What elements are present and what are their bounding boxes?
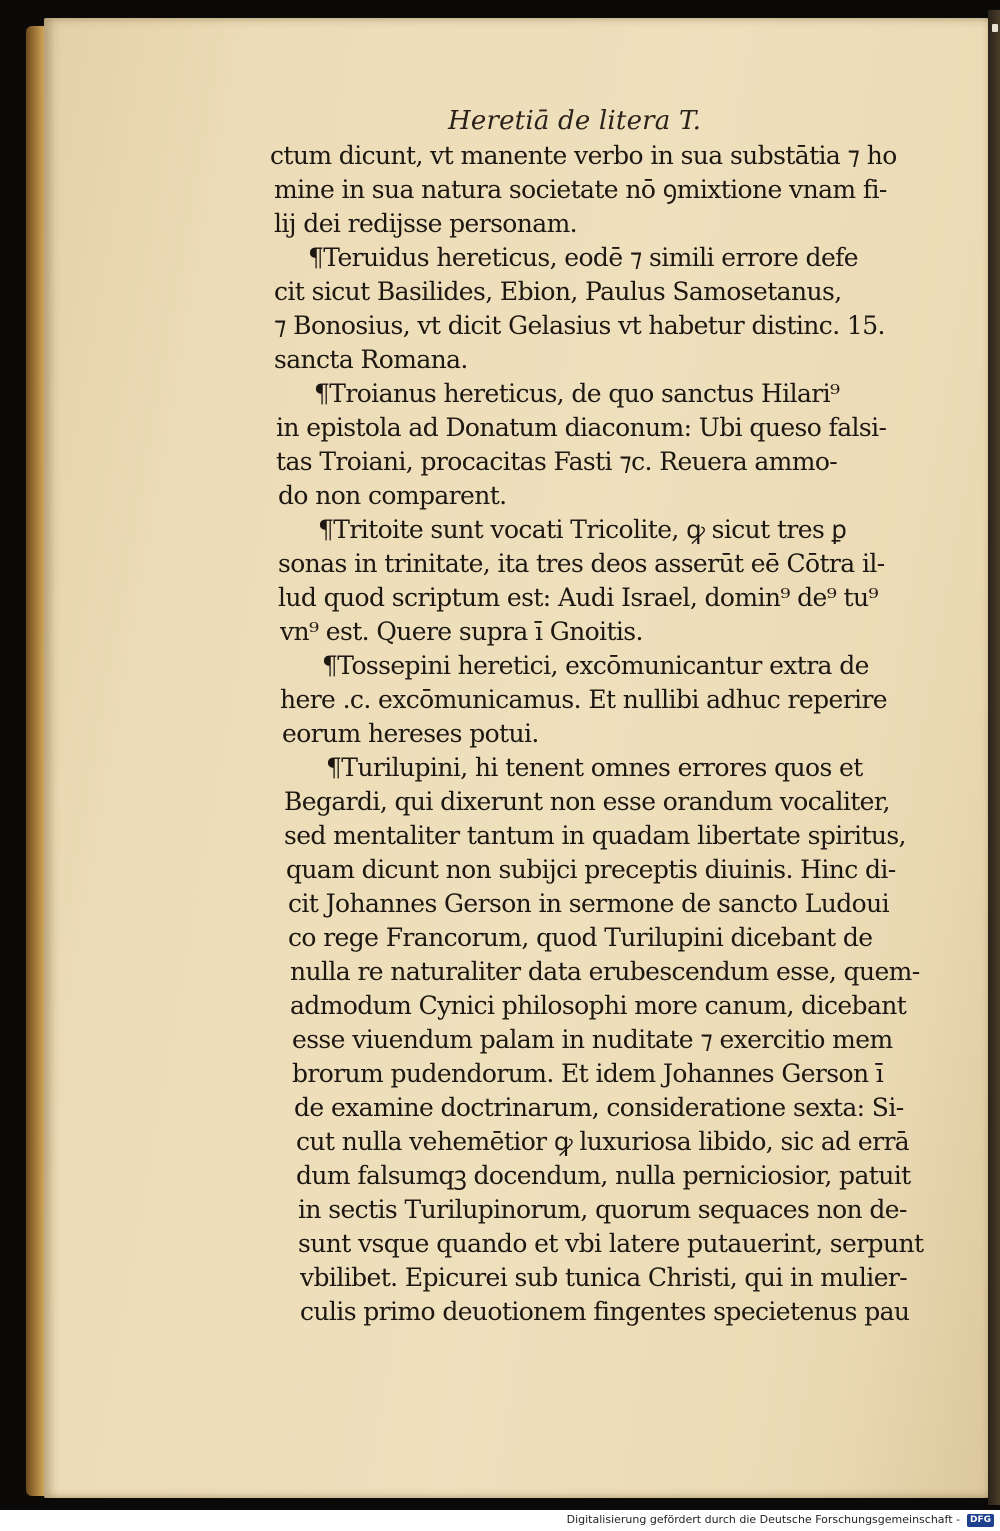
text-line: brorum pudendorum. Et idem Johannes Gerson ī [292, 1059, 884, 1088]
text-line: vbilibet. Epicurei sub tunica Christi, qui in mulier- [300, 1263, 908, 1292]
text-line: nulla re naturaliter data erubescendum esse, quem- [290, 957, 920, 986]
text-line: cit Johannes Gerson in sermone de sancto Ludoui [288, 889, 889, 918]
text-line: sed mentaliter tantum in quadam libertate spiritus, [284, 821, 906, 850]
text-line: de examine doctrinarum, consideratione sexta: Si- [294, 1093, 904, 1122]
text-line: sancta Romana. [274, 345, 468, 374]
text-line: mine in sua natura societate nō ꝯmixtione vnam fi- [274, 175, 887, 204]
text-line: ¶Troianus hereticus, de quo sanctus Hilari⁹ [314, 379, 840, 408]
text-line: Begardi, qui dixerunt non esse orandum vocaliter, [284, 787, 890, 816]
text-line: in sectis Turilupinorum, quorum sequaces non de- [298, 1195, 907, 1224]
text-line: co rege Francorum, quod Turilupini dicebant de [288, 923, 873, 952]
text-line: ¶Teruidus hereticus, eodē ⁊ simili errore defe [308, 243, 858, 272]
text-line: admodum Cynici philosophi more canum, dicebant [290, 991, 907, 1020]
running-head: Heretiā de litera T. [448, 106, 702, 136]
text-line: tas Troiani, procacitas Fasti ⁊c. Reuera ammo- [276, 447, 838, 476]
text-line: do non comparent. [278, 481, 507, 510]
text-line: dum falsumqꝫ docendum, nulla perniciosior, patuit [296, 1161, 911, 1190]
text-line: in epistola ad Donatum diaconum: Ubi queso falsi- [276, 413, 887, 442]
text-line: lud quod scriptum est: Audi Israel, domin⁹ de⁹ tu⁹ [278, 583, 878, 612]
scan-marker [992, 24, 998, 32]
text-line: sonas in trinitate, ita tres deos asserūt eē Cōtra il- [278, 549, 885, 578]
text-line: here .c. excōmunicamus. Et nullibi adhuc reperire [280, 685, 887, 714]
text-line: ¶Tritoite sunt vocati Tricolite, ꝙ sicut tres ꝑ [318, 515, 847, 544]
footer-bar [0, 1510, 1000, 1531]
text-line: lij dei redijsse personam. [274, 209, 578, 238]
dfg-logo: DFG [967, 1514, 994, 1527]
text-line: sunt vsque quando et vbi latere putauerint, serpunt [298, 1229, 924, 1258]
text-line: vn⁹ est. Quere supra ī Gnoitis. [280, 617, 643, 646]
funding-credit: Digitalisierung gefördert durch die Deutsche Forschungsgemeinschaft - [566, 1513, 960, 1526]
text-line: ctum dicunt, vt manente verbo in sua substātia ⁊ ho [270, 141, 897, 170]
scan-right-border [988, 10, 1000, 1505]
text-line: ¶Turilupini, hi tenent omnes errores quos et [326, 753, 863, 782]
text-line: cut nulla vehemētior ꝙ luxuriosa libido, sic ad errā [296, 1127, 910, 1156]
text-line: culis primo deuotionem fingentes specietenus pau [300, 1297, 910, 1326]
text-line: cit sicut Basilides, Ebion, Paulus Samosetanus, [274, 277, 842, 306]
text-line: ⁊ Bonosius, vt dicit Gelasius vt habetur distinc. 15. [274, 311, 885, 340]
text-line: eorum hereses potui. [282, 719, 539, 748]
text-line: quam dicunt non subijci preceptis diuinis. Hinc di- [286, 855, 896, 884]
text-line: esse viuendum palam in nuditate ⁊ exercitio mem [292, 1025, 893, 1054]
text-line: ¶Tossepini heretici, excōmunicantur extra de [322, 651, 869, 680]
